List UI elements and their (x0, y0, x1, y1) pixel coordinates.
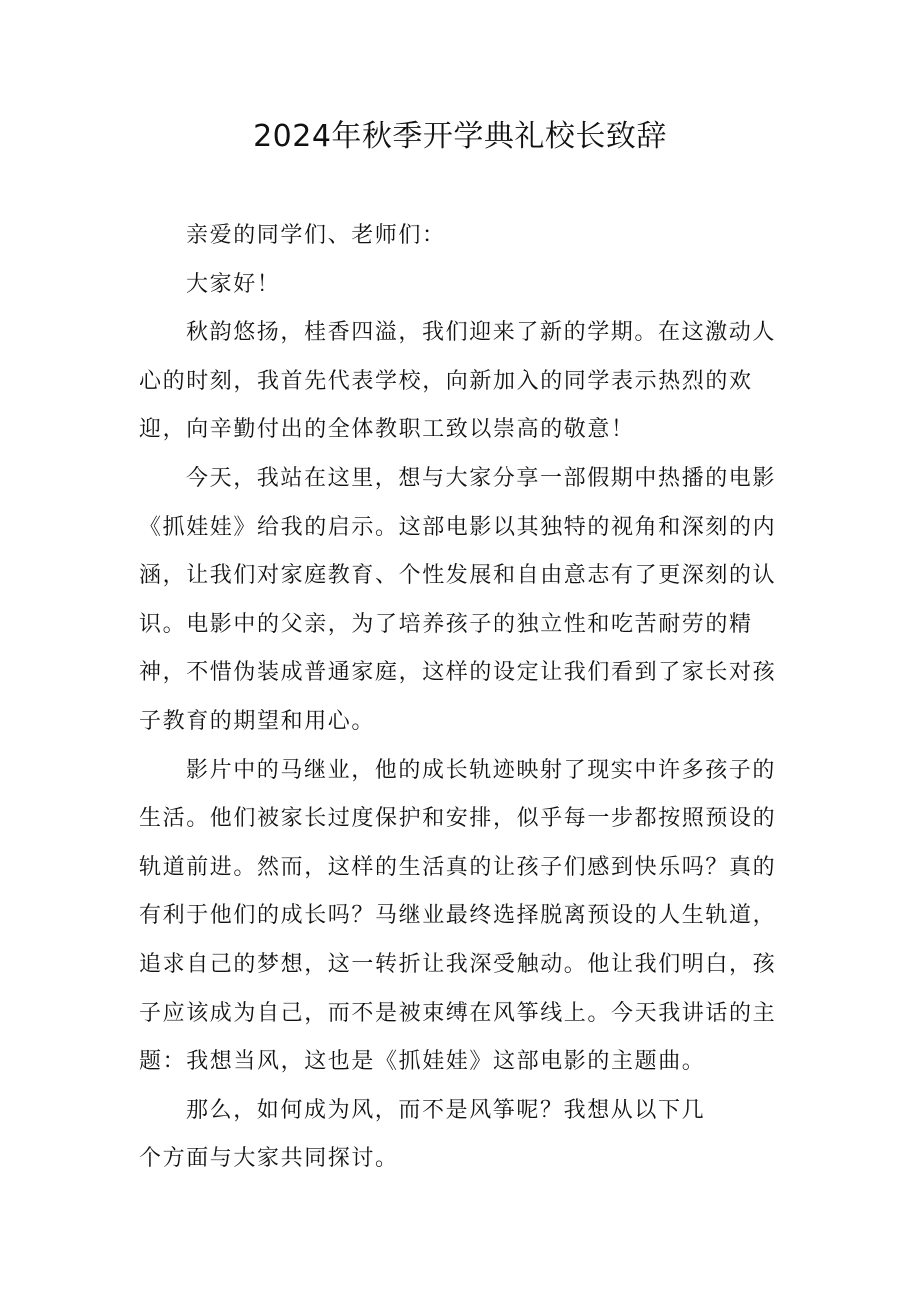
document-body (139, 212, 791, 1184)
greeting: 大家好！ (186, 271, 281, 297)
document-title: 2024年秋季开学典礼校长致辞 (253, 119, 667, 154)
body-paragraph: 影片中的马继业，他的成长轨迹映射了现实中许多孩子的生活。他们被家长过度保护和安排，似乎每一步都按照预设的轨道前进。然而，这样的生活真的让孩子们感到快乐吗？真的有利于他们的成长吗？马继业最终选择脱离预设的人生轨道，追求自己的梦想，这一转折让我深受触动。他让我们明白，孩子应该成为自己，而不是被束缚在风筝线上。今天我讲话的主题：我想当风，这也是《抓娃娃》这部电影的主题曲。 (139, 757, 777, 1075)
salutation: 亲爱的同学们、老师们： (186, 223, 446, 248)
body-paragraph: 今天，我站在这里，想与大家分享一部假期中热播的电影《抓娃娃》给我的启示。这部电影以其独特的视角和深刻的内涵，让我们对家庭教育、个性发展和自由意志有了更深刻的认识。电影中的父亲，为了培养孩子的独立性和吃苦耐劳的精神，不惜伪装成普通家庭，这样的设定让我们看到了家长对孩子教育的期望和用心。 (139, 465, 777, 734)
closing-paragraph: 那么，如何成为风，而不是风筝呢？我想从以下几个方面与大家共同探讨。 (139, 1097, 706, 1172)
body-paragraph: 秋韵悠扬，桂香四溢，我们迎来了新的学期。在这激动人心的时刻，我首先代表学校，向新加入的同学表示热烈的欢迎，向辛勤付出的全体教职工致以崇高的敬意！ (139, 320, 777, 443)
